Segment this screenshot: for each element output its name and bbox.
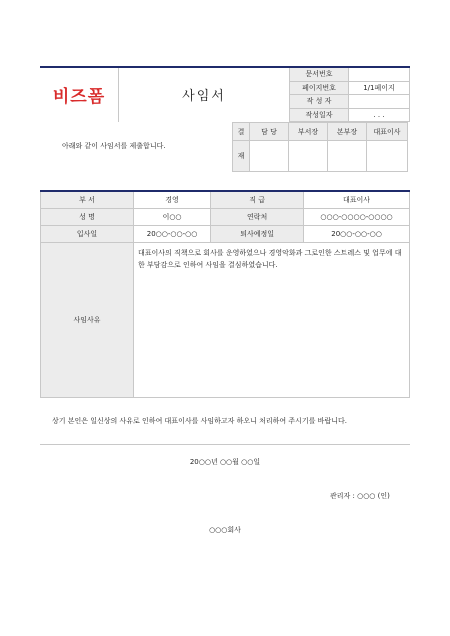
- author-label: 작 성 자: [290, 95, 349, 109]
- sign-box-division-head[interactable]: [328, 141, 367, 172]
- name-value[interactable]: 이○○: [134, 209, 211, 226]
- position-value[interactable]: 대표이사: [304, 191, 410, 209]
- leave-date-value[interactable]: 20○○-○○-○○: [304, 226, 410, 243]
- company-name: ○○○회사: [209, 526, 241, 534]
- sign-box-staff[interactable]: [250, 141, 289, 172]
- position-label: 직 급: [211, 191, 304, 209]
- approval-bottom-char: 재: [233, 141, 250, 172]
- created-date-value: . . .: [349, 108, 410, 122]
- sign-box-ceo[interactable]: [367, 141, 408, 172]
- sign-box-dept-head[interactable]: [289, 141, 328, 172]
- approval-role-ceo: 대표이사: [367, 123, 408, 141]
- contact-value[interactable]: ○○○-○○○○-○○○○: [304, 209, 410, 226]
- bizform-logo: 비즈폼: [40, 67, 119, 122]
- intro-text: 아래와 같이 사임서를 제출합니다.: [62, 142, 166, 150]
- join-date-value[interactable]: 20○○-○○-○○: [134, 226, 211, 243]
- document-header: [40, 66, 410, 122]
- author-value: [349, 95, 410, 109]
- approval-role-staff: 담 당: [250, 123, 289, 141]
- approval-top-char: 결: [233, 123, 250, 141]
- reason-label: 사임사유: [41, 243, 134, 398]
- closing-statement: 상기 본인은 일신상의 사유로 인하여 대표이사를 사임하고자 하오니 처리하여 주시기를 바랍니다.: [52, 417, 347, 425]
- leave-date-label: 퇴사예정일: [211, 226, 304, 243]
- manager-signature: 관리자 : ○○○ (인): [330, 492, 390, 500]
- approval-role-dept-head: 부서장: [289, 123, 328, 141]
- approval-role-division-head: 본부장: [328, 123, 367, 141]
- document-title: 사임서: [119, 67, 290, 122]
- dept-value[interactable]: 경영: [134, 191, 211, 209]
- dept-label: 부 서: [41, 191, 134, 209]
- page-number-label: 페이지번호: [290, 81, 349, 95]
- name-label: 성 명: [41, 209, 134, 226]
- submission-date: 20○○년 ○○월 ○○일: [189, 458, 261, 466]
- approval-box: [232, 122, 408, 172]
- doc-number-label: 문서번호: [290, 67, 349, 81]
- created-date-label: 작성일자: [290, 108, 349, 122]
- page-number-value: 1/1페이지: [349, 81, 410, 95]
- doc-number-value: [349, 67, 410, 81]
- reason-text[interactable]: 대표이사의 직책으로 회사를 운영하였으나 경영악화과 그로인한 스트레스 및 업무에 대한 부담감으로 인하여 사임을 결심하였습니다.: [134, 243, 410, 398]
- join-date-label: 입사일: [41, 226, 134, 243]
- contact-label: 연락처: [211, 209, 304, 226]
- resignation-info-table: [40, 190, 410, 398]
- divider: [40, 444, 410, 445]
